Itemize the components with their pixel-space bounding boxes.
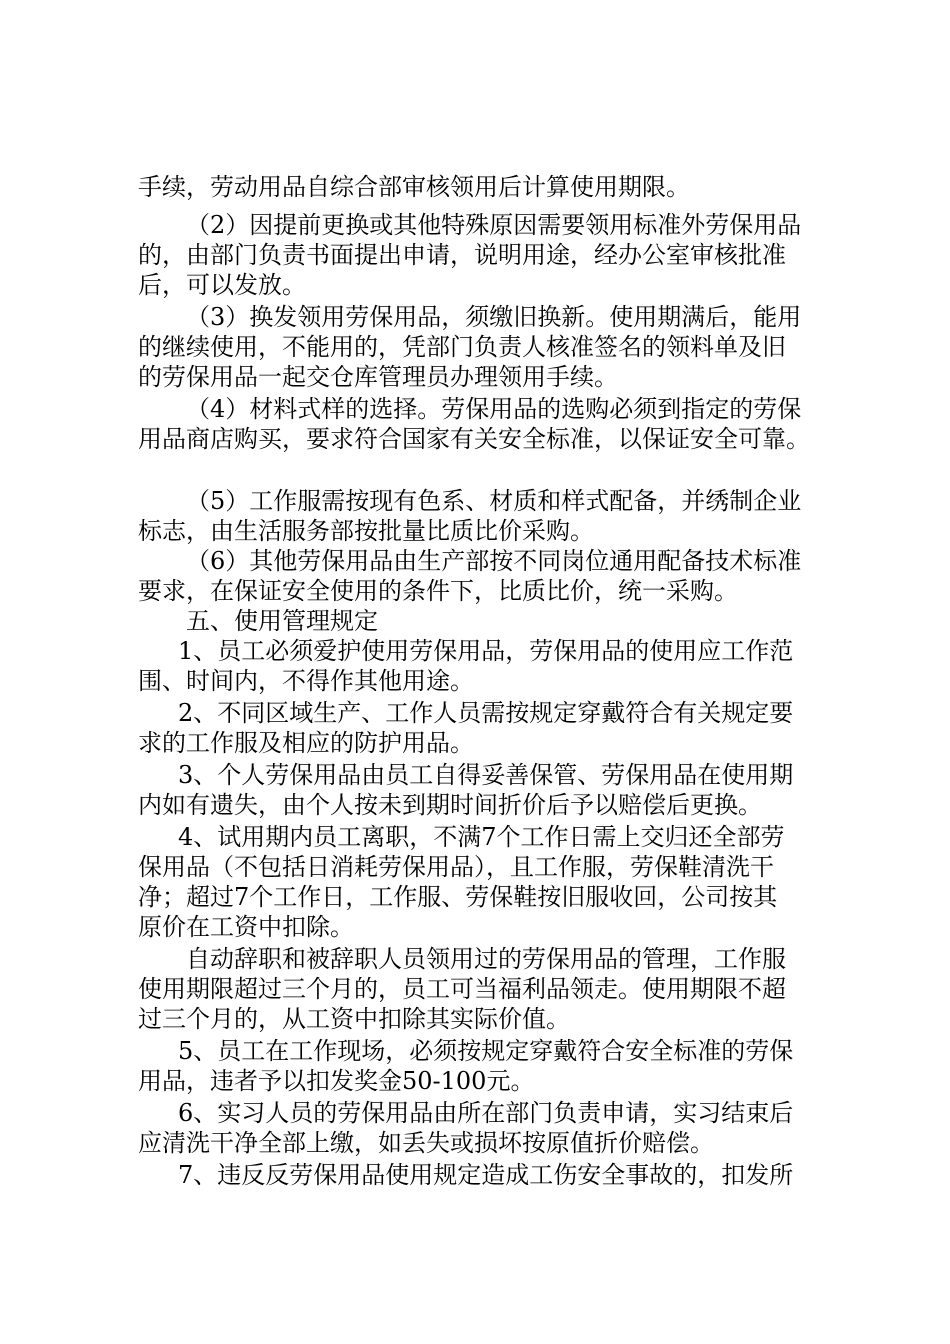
text-line: 保用品（不包括日消耗劳保用品），且工作服，劳保鞋清洗干: [138, 853, 774, 881]
section-heading: 五、使用管理规定: [186, 607, 378, 635]
text-line: 净；超过7个工作日，工作服、劳保鞋按旧服收回，公司按其: [138, 883, 778, 911]
text-line: 过三个月的，从工资中扣除其实际价值。: [138, 1005, 570, 1033]
text-line: 6、实习人员的劳保用品由所在部门负责申请，实习结束后: [178, 1099, 794, 1127]
text-line: 的劳保用品一起交仓库管理员办理领用手续。: [138, 363, 618, 391]
text-line: 4、试用期内员工离职，不满7个工作日需上交归还全部劳: [178, 823, 785, 851]
text-line: 原价在工资中扣除。: [138, 913, 354, 941]
text-line: 标志，由生活服务部按批量比质比价采购。: [138, 517, 594, 545]
text-line: 2、不同区域生产、工作人员需按规定穿戴符合有关规定要: [178, 699, 794, 727]
text-line: 围、时间内，不得作其他用途。: [138, 667, 474, 695]
text-line: （5）工作服需按现有色系、材质和样式配备，并绣制企业: [186, 487, 802, 515]
text-line: 1、员工必须爱护使用劳保用品，劳保用品的使用应工作范: [178, 637, 794, 665]
text-line: 的，由部门负责书面提出申请，说明用途，经办公室审核批准: [138, 241, 786, 269]
text-line: 5、员工在工作现场，必须按规定穿戴符合安全标准的劳保: [178, 1037, 794, 1065]
text-line: 用品，违者予以扣发奖金50-100元。: [138, 1067, 535, 1095]
text-line: 的继续使用，不能用的，凭部门负责人核准签名的领料单及旧: [138, 333, 786, 361]
text-line: （6）其他劳保用品由生产部按不同岗位通用配备技术标准: [186, 547, 802, 575]
text-line: （4）材料式样的选择。劳保用品的选购必须到指定的劳保: [186, 395, 802, 423]
text-line: 使用期限超过三个月的，员工可当福利品领走。使用期限不超: [138, 975, 786, 1003]
text-line: （2）因提前更换或其他特殊原因需要领用标准外劳保用品: [186, 211, 802, 239]
text-line: 后，可以发放。: [138, 271, 306, 299]
text-line: 手续，劳动用品自综合部审核领用后计算使用期限。: [138, 173, 690, 201]
text-line: 求的工作服及相应的防护用品。: [138, 729, 474, 757]
text-line: 内如有遗失，由个人按未到期时间折价后予以赔偿后更换。: [138, 791, 762, 819]
text-line: 3、个人劳保用品由员工自得妥善保管、劳保用品在使用期: [178, 761, 794, 789]
text-line: 应清洗干净全部上缴，如丢失或损坏按原值折价赔偿。: [138, 1129, 714, 1157]
text-line: （3）换发领用劳保用品，须缴旧换新。使用期满后，能用: [186, 303, 802, 331]
text-line: 7、违反反劳保用品使用规定造成工伤安全事故的，扣发所: [178, 1161, 794, 1189]
text-line: 用品商店购买，要求符合国家有关安全标准，以保证安全可靠。: [138, 425, 810, 453]
text-line: 要求，在保证安全使用的条件下，比质比价，统一采购。: [138, 577, 738, 605]
text-line: 自动辞职和被辞职人员领用过的劳保用品的管理，工作服: [186, 945, 786, 973]
